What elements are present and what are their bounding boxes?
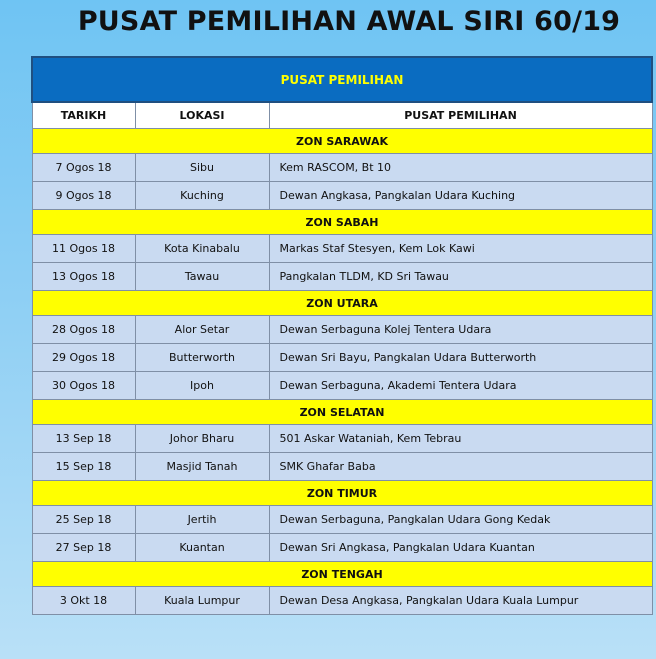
- date-cell: 28 Ogos 18: [32, 316, 135, 344]
- column-header-location: LOKASI: [135, 102, 269, 129]
- column-header-date: TARIKH: [32, 102, 135, 129]
- date-cell: 13 Sep 18: [32, 425, 135, 453]
- location-cell: Butterworth: [135, 344, 269, 372]
- centre-cell: SMK Ghafar Baba: [269, 453, 652, 481]
- zone-label: ZON TIMUR: [32, 481, 652, 506]
- table-body: [32, 129, 652, 615]
- centre-cell: Dewan Angkasa, Pangkalan Udara Kuching: [269, 182, 652, 210]
- table-row: [32, 316, 652, 344]
- page-title: PUSAT PEMILIHAN AWAL SIRI 60/19: [77, 6, 621, 37]
- location-cell: Kuala Lumpur: [135, 587, 269, 615]
- zone-row: [32, 400, 652, 425]
- location-cell: Masjid Tanah: [135, 453, 269, 481]
- location-cell: Alor Setar: [135, 316, 269, 344]
- centre-cell: Dewan Sri Angkasa, Pangkalan Udara Kuantan: [269, 534, 652, 562]
- zone-row: [32, 481, 652, 506]
- table-row: [32, 154, 652, 182]
- date-cell: 3 Okt 18: [32, 587, 135, 615]
- table-row: [32, 235, 652, 263]
- zone-label: ZON SELATAN: [32, 400, 652, 425]
- table-row: [32, 372, 652, 400]
- date-cell: 11 Ogos 18: [32, 235, 135, 263]
- column-header-centre: PUSAT PEMILIHAN: [269, 102, 652, 129]
- date-cell: 29 Ogos 18: [32, 344, 135, 372]
- zone-row: [32, 210, 652, 235]
- table-row: [32, 506, 652, 534]
- zone-label: ZON SABAH: [32, 210, 652, 235]
- centre-cell: Dewan Serbaguna, Pangkalan Udara Gong Kedak: [269, 506, 652, 534]
- location-cell: Jertih: [135, 506, 269, 534]
- centre-cell: 501 Askar Wataniah, Kem Tebrau: [269, 425, 652, 453]
- date-cell: 25 Sep 18: [32, 506, 135, 534]
- location-cell: Sibu: [135, 154, 269, 182]
- table-row: [32, 263, 652, 291]
- table-row: [32, 425, 652, 453]
- date-cell: 9 Ogos 18: [32, 182, 135, 210]
- table-row: [32, 344, 652, 372]
- table-header: PUSAT PEMILIHAN: [32, 57, 652, 102]
- date-cell: 15 Sep 18: [32, 453, 135, 481]
- centre-cell: Dewan Serbaguna, Akademi Tentera Udara: [269, 372, 652, 400]
- table-row: [32, 182, 652, 210]
- zone-row: [32, 129, 652, 154]
- selection-centre-table: [31, 56, 653, 615]
- zone-label: ZON TENGAH: [32, 562, 652, 587]
- date-cell: 27 Sep 18: [32, 534, 135, 562]
- location-cell: Tawau: [135, 263, 269, 291]
- centre-cell: Dewan Desa Angkasa, Pangkalan Udara Kuala Lumpur: [269, 587, 652, 615]
- date-cell: 30 Ogos 18: [32, 372, 135, 400]
- location-cell: Ipoh: [135, 372, 269, 400]
- zone-label: ZON SARAWAK: [32, 129, 652, 154]
- table-row: [32, 453, 652, 481]
- location-cell: Kota Kinabalu: [135, 235, 269, 263]
- zone-row: [32, 562, 652, 587]
- date-cell: 7 Ogos 18: [32, 154, 135, 182]
- location-cell: Johor Bharu: [135, 425, 269, 453]
- table-row: [32, 587, 652, 615]
- centre-cell: Markas Staf Stesyen, Kem Lok Kawi: [269, 235, 652, 263]
- date-cell: 13 Ogos 18: [32, 263, 135, 291]
- centre-cell: Dewan Sri Bayu, Pangkalan Udara Butterworth: [269, 344, 652, 372]
- centre-cell: Kem RASCOM, Bt 10: [269, 154, 652, 182]
- zone-label: ZON UTARA: [32, 291, 652, 316]
- location-cell: Kuching: [135, 182, 269, 210]
- location-cell: Kuantan: [135, 534, 269, 562]
- centre-cell: Pangkalan TLDM, KD Sri Tawau: [269, 263, 652, 291]
- centre-cell: Dewan Serbaguna Kolej Tentera Udara: [269, 316, 652, 344]
- table-row: [32, 534, 652, 562]
- zone-row: [32, 291, 652, 316]
